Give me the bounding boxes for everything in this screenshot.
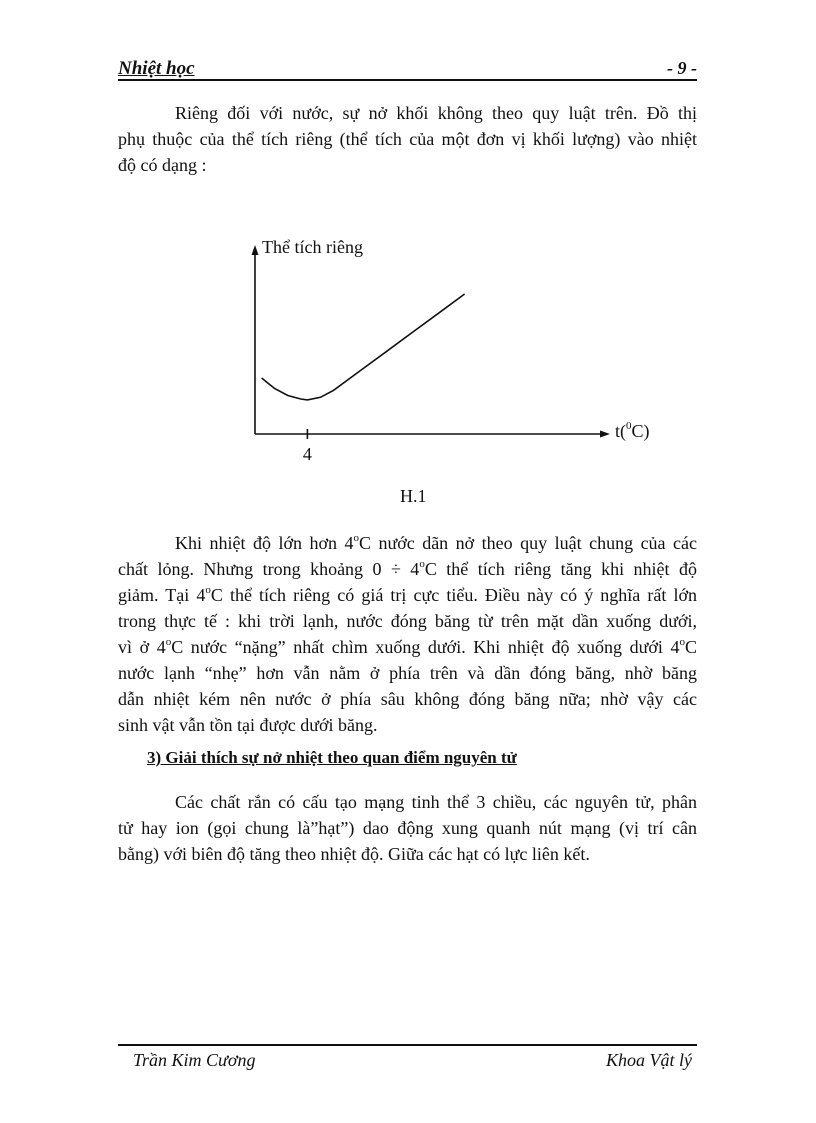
header-rule: [118, 79, 697, 81]
para1-line-2: chất lỏng. Nhưng trong khoảng $0 \div 4^oC$ thể tích riêng tăng khi nhiệt độ: [118, 558, 697, 579]
x-axis-arrow: [600, 431, 610, 438]
para1-line-6: nước lạnh “nhẹ” hơn vẫn nằm ở phía trên và dần đóng băng, nhờ băng: [118, 663, 697, 683]
figure-caption: H.1: [400, 486, 427, 506]
para1-line-8: sinh vật vẫn tồn tại được dưới băng.: [118, 715, 378, 735]
para1-line-3: giảm. Tại 4$^o$C thể tích riêng có giá trị cực tiểu. Điều này có ý nghĩa rất lớn: [118, 584, 697, 605]
para1-line-1: Khi nhiệt độ lớn hơn 4$^o$C nước dãn nở theo quy luật chung của các: [175, 532, 697, 553]
para1-line-4: trong thực tế : khi trời lạnh, nước đóng băng từ trên mặt dần xuống dưới,: [118, 611, 697, 631]
footer-author: Trần Kim Cương: [133, 1050, 256, 1070]
para2-line-2: tử hay ion (gọi chung là”hạt”) dao động xung quanh nút mạng (vị trí cân: [118, 818, 697, 838]
para2-line-3: bằng) với biên độ tăng theo nhiệt độ. Giữa các hạt có lực liên kết.: [118, 844, 590, 864]
para2-line-1: Các chất rắn có cấu tạo mạng tinh thể 3 chiều, các nguyên tử, phân: [175, 792, 697, 812]
footer-department: Khoa Vật lý: [606, 1050, 692, 1070]
specific-volume-curve: [262, 294, 465, 400]
header-title: Nhiệt học: [118, 58, 195, 79]
intro-paragraph: [118, 100, 697, 178]
intro-line-1: Riêng đối với nước, sự nở khối không theo quy luật trên. Đồ thị: [175, 103, 697, 123]
para1-line-5: vì ở 4$^o$C nước “nặng” nhất chìm xuống dưới. Khi nhiệt độ xuống dưới 4$^o$C: [118, 636, 697, 657]
footer-rule: [118, 1044, 697, 1046]
x-tick-label-4: 4: [302, 444, 312, 464]
y-axis-label: Thể tích riêng: [262, 237, 363, 257]
y-axis-arrow: [252, 245, 259, 255]
intro-line-3: độ có dạng :: [118, 155, 207, 175]
para1-line-7: dẫn nhiệt kém nên nước ở phía sâu không đóng băng nữa; nhờ vậy các: [118, 689, 697, 709]
body-paragraph-1: [118, 530, 697, 738]
page-number: - 9 -: [667, 58, 697, 78]
body-paragraph-2: [118, 789, 697, 867]
intro-line-2: phụ thuộc của thể tích riêng (thể tích của một đơn vị khối lượng) vào nhiệt: [118, 129, 697, 149]
x-axis-label: t($^0$C): [615, 420, 650, 441]
section-heading: 3) Giải thích sự nở nhiệt theo quan điểm nguyên tử: [147, 748, 517, 767]
specific-volume-chart: [230, 225, 670, 470]
page-header: [118, 52, 697, 78]
